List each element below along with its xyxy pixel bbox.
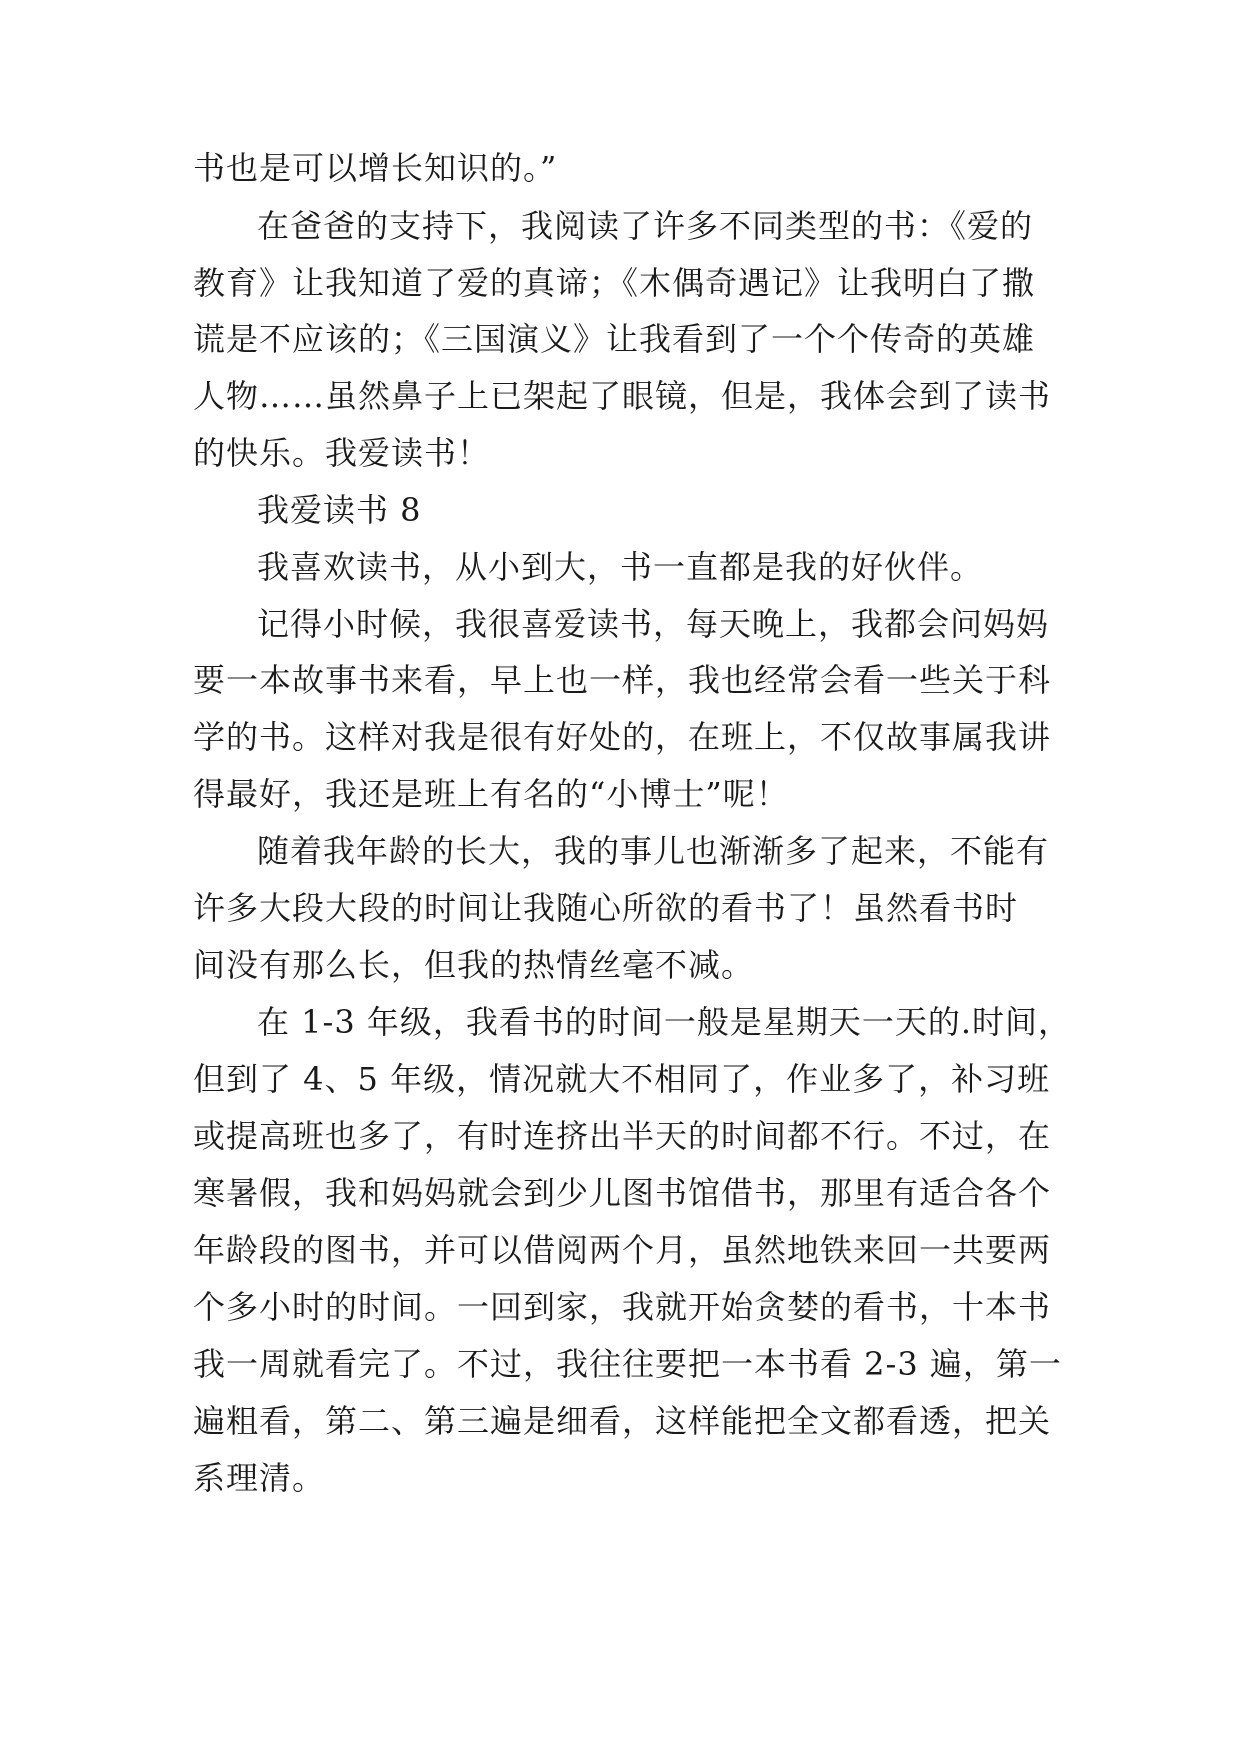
paragraph-line: 在爸爸的支持下，我阅读了许多不同类型的书：《爱的	[257, 207, 1034, 245]
paragraph-line: 我喜欢读书，从小到大，书一直都是我的好伙伴。	[257, 548, 984, 586]
text-line: 要一本故事书来看，早上也一样，我也经常会看一些关于科	[193, 661, 1052, 699]
text-line: 但到了 4、5 年级，情况就大不相同了，作业多了，补习班	[193, 1060, 1051, 1098]
paragraph-line: 在 1-3 年级，我看书的时间一般是星期天一天的.时间，	[257, 1003, 1072, 1041]
section-heading: 我爱读书 8	[257, 491, 422, 529]
paragraph-line: 记得小时候，我很喜爱读书，每天晚上，我都会问妈妈	[257, 605, 1050, 643]
text-line: 寒暑假，我和妈妈就会到少儿图书馆借书，那里有适合各个	[193, 1174, 1052, 1212]
text-line: 间没有那么长，但我的热情丝毫不减。	[193, 946, 755, 984]
text-line: 书也是可以增长知识的。”	[193, 149, 558, 187]
text-line: 系理清。	[193, 1459, 326, 1497]
text-line: 或提高班也多了，有时连挤出半天的时间都不行。不过，在	[193, 1117, 1052, 1155]
paragraph-line: 随着我年龄的长大，我的事儿也渐渐多了起来，不能有	[257, 832, 1050, 870]
text-line: 得最好，我还是班上有名的“小博士”呢！	[193, 775, 789, 813]
text-line: 学的书。这样对我是很有好处的，在班上，不仅故事属我讲	[193, 718, 1052, 756]
text-line: 个多小时的时间。一回到家，我就开始贪婪的看书，十本书	[193, 1288, 1052, 1326]
text-line: 许多大段大段的时间让我随心所欲的看书了！虽然看书时	[193, 889, 1019, 927]
text-line: 人物……虽然鼻子上已架起了眼镜，但是，我体会到了读书	[193, 377, 1052, 415]
text-line: 教育》让我知道了爱的真谛；《木偶奇遇记》让我明白了撒	[193, 264, 1036, 302]
text-line: 的快乐。我爱读书！	[193, 434, 491, 472]
text-line: 谎是不应该的；《三国演义》让我看到了一个个传奇的英雄	[193, 320, 1036, 358]
text-line: 遍粗看，第二、第三遍是细看，这样能把全文都看透，把关	[193, 1402, 1052, 1440]
text-line: 年龄段的图书，并可以借阅两个月，虽然地铁来回一共要两	[193, 1231, 1052, 1269]
text-line: 我一周就看完了。不过，我往往要把一本书看 2-3 遍，第一	[193, 1345, 1062, 1383]
